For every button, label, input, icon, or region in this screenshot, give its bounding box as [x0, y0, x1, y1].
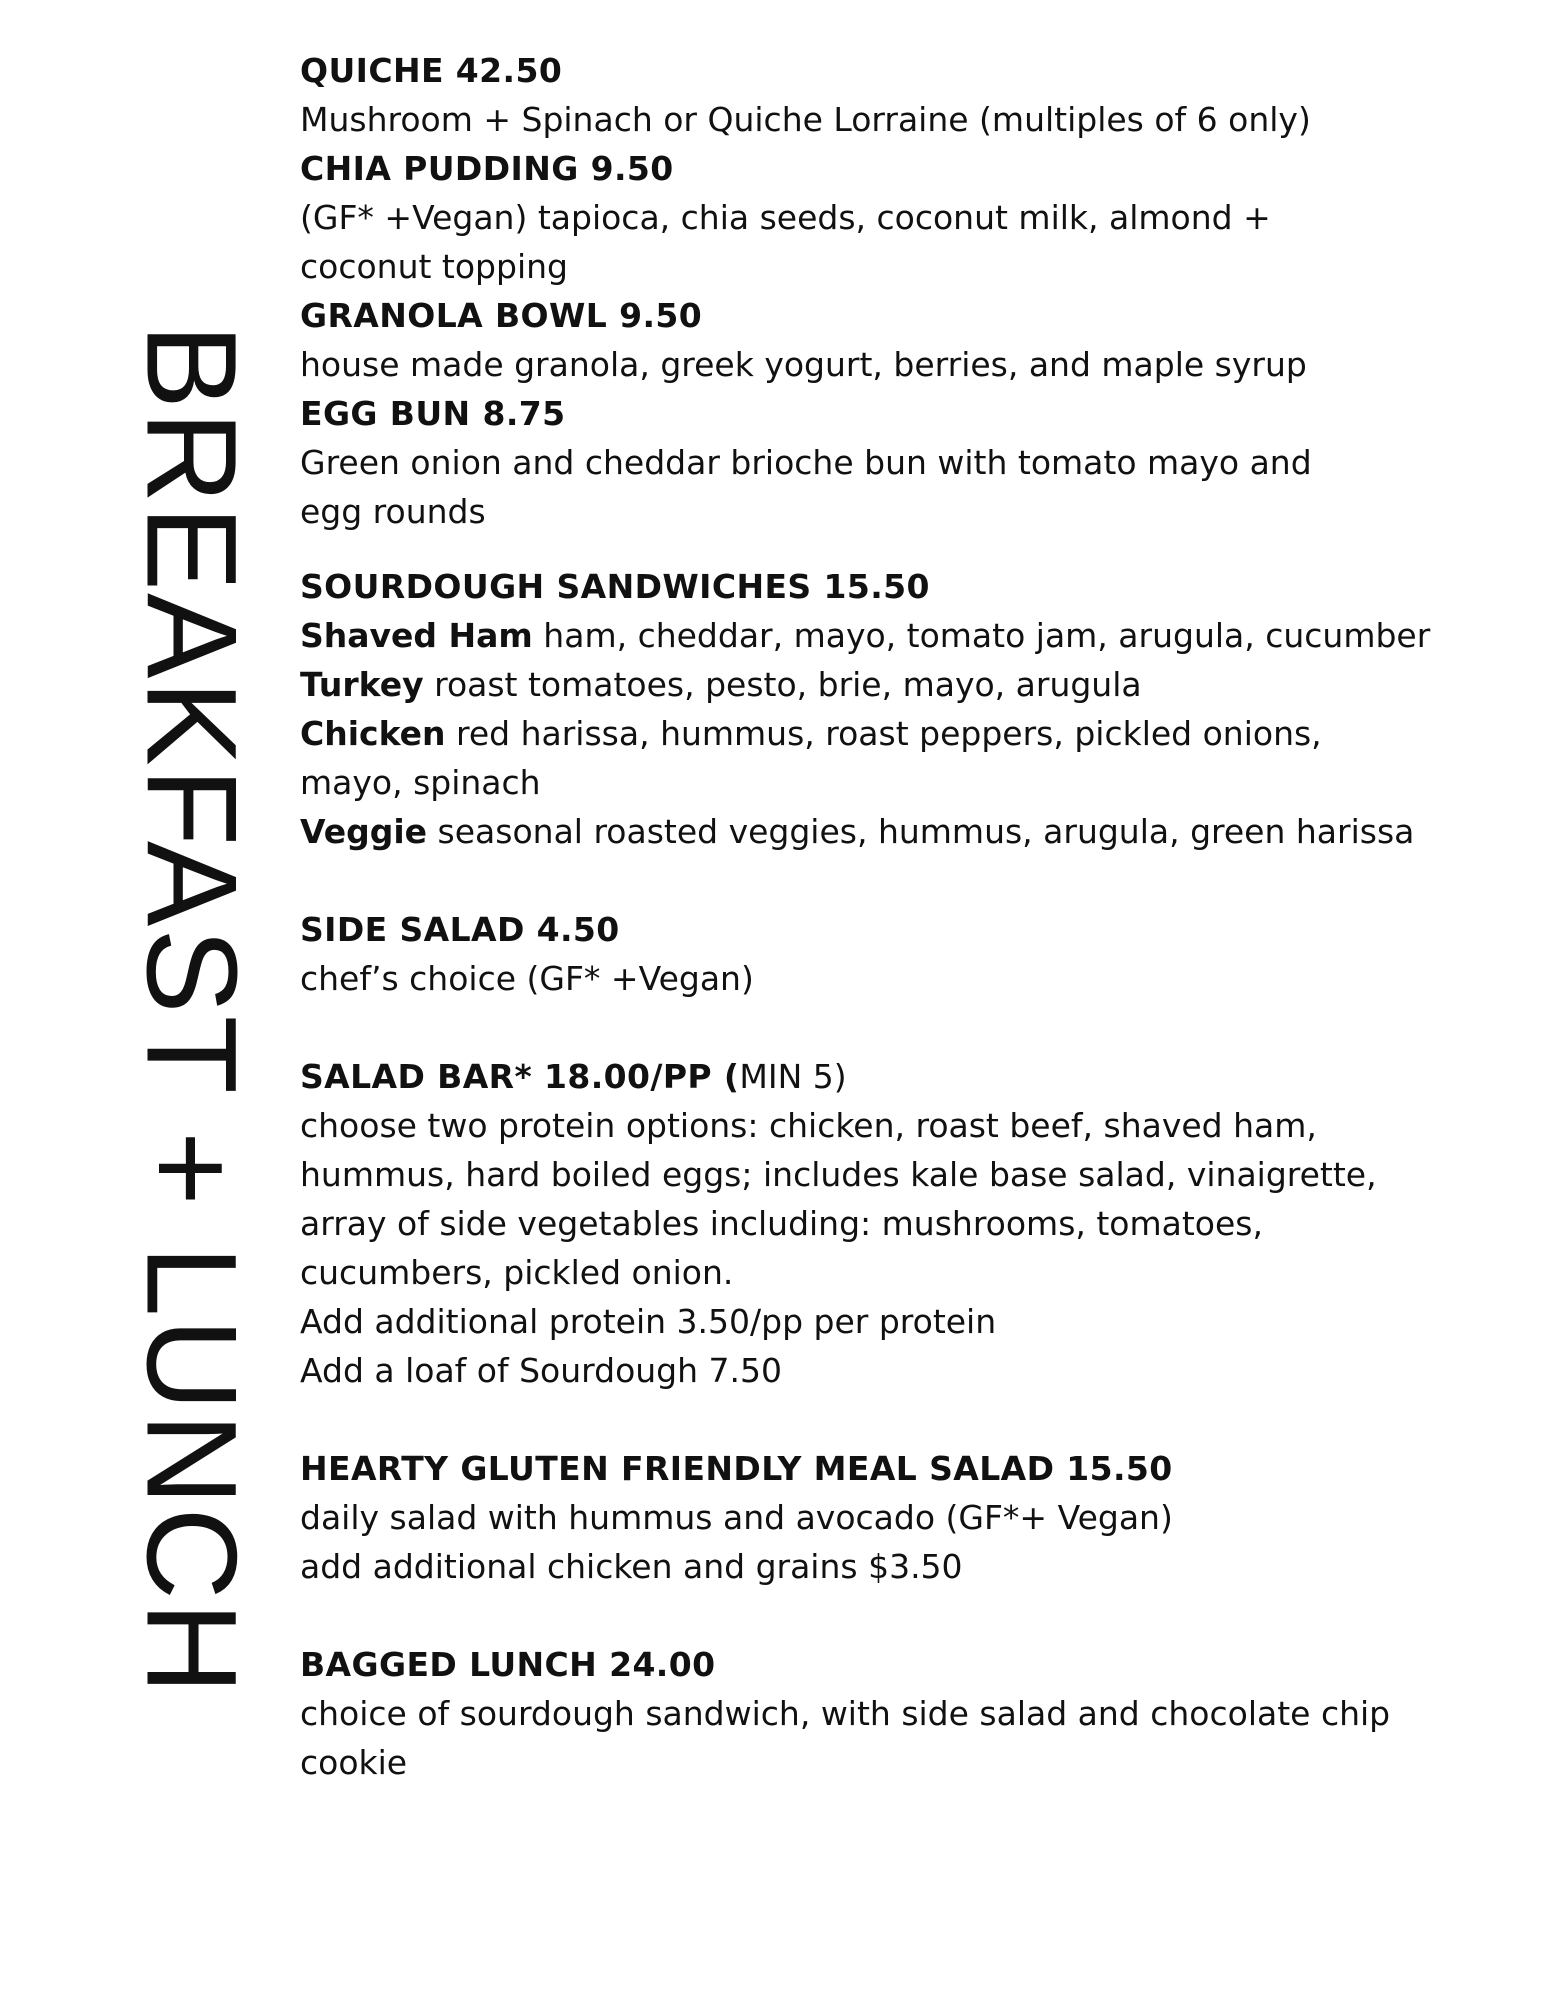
item-description: cucumbers, pickled onion. [300, 1253, 734, 1292]
item-description: Green onion and cheddar brioche bun with tomato mayo and [300, 443, 1312, 482]
section-heading [300, 1052, 1500, 1101]
item-description: choice of sourdough sandwich, with side salad and chocolate chip [300, 1694, 1391, 1733]
menu-item-chia-pudding [300, 144, 1500, 291]
menu-title-text: BREAKFAST + LUNCH [119, 323, 262, 1697]
menu-item-egg-bun [300, 389, 1500, 536]
item-description: Mushroom + Spinach or Quiche Lorraine (multiples of 6 only) [300, 100, 1311, 139]
sandwich-desc: ham, cheddar, mayo, tomato jam, arugula, cucumber [532, 616, 1431, 655]
spacer [300, 856, 1500, 905]
item-heading: GRANOLA BOWL 9.50 [300, 296, 703, 335]
section-heading: HEARTY GLUTEN FRIENDLY MEAL SALAD 15.50 [300, 1449, 1173, 1488]
sandwich-desc: mayo, spinach [300, 763, 541, 802]
spacer [300, 1591, 1500, 1640]
item-description: coconut topping [300, 247, 568, 286]
menu-section-side-salad [300, 905, 1500, 1003]
menu-item-granola-bowl [300, 291, 1500, 389]
sandwich-chicken-cont [300, 758, 1500, 807]
item-description: choose two protein options: chicken, roast beef, shaved ham, [300, 1106, 1317, 1145]
spacer [300, 1003, 1500, 1052]
sandwich-desc: roast tomatoes, pesto, brie, mayo, arugula [423, 665, 1142, 704]
sandwich-name: Turkey [300, 665, 424, 704]
sandwich-name: Chicken [300, 714, 446, 753]
item-description: house made granola, greek yogurt, berries, and maple syrup [300, 345, 1307, 384]
item-description: (GF* +Vegan) tapioca, chia seeds, coconut milk, almond + [300, 198, 1271, 237]
item-heading: QUICHE 42.50 [300, 51, 563, 90]
item-description: array of side vegetables including: mushrooms, tomatoes, [300, 1204, 1263, 1243]
sandwich-ham [300, 611, 1500, 660]
menu-content [300, 46, 1500, 1787]
heading-bold: SALAD BAR* 18.00/PP ( [300, 1057, 740, 1096]
menu-section-meal-salad [300, 1444, 1500, 1591]
menu-item-quiche [300, 46, 1500, 144]
sandwich-chicken [300, 709, 1500, 758]
item-heading: EGG BUN 8.75 [300, 394, 566, 433]
item-description: hummus, hard boiled eggs; includes kale base salad, vinaigrette, [300, 1155, 1377, 1194]
spacer [300, 536, 1500, 562]
item-description: Add additional protein 3.50/pp per protein [300, 1302, 997, 1341]
menu-side-title [110, 170, 270, 1850]
item-description: add additional chicken and grains $3.50 [300, 1547, 963, 1586]
menu-section-salad-bar [300, 1052, 1500, 1395]
section-heading: BAGGED LUNCH 24.00 [300, 1645, 716, 1684]
sandwich-desc: red harissa, hummus, roast peppers, pickled onions, [445, 714, 1322, 753]
menu-section-sandwiches [300, 562, 1500, 856]
sandwich-veggie [300, 807, 1500, 856]
section-heading: SIDE SALAD 4.50 [300, 910, 620, 949]
item-description: egg rounds [300, 492, 486, 531]
item-heading: CHIA PUDDING 9.50 [300, 149, 674, 188]
sandwich-turkey [300, 660, 1500, 709]
menu-section-bagged-lunch [300, 1640, 1500, 1787]
item-description: cookie [300, 1743, 408, 1782]
item-description: daily salad with hummus and avocado (GF*+ Vegan) [300, 1498, 1173, 1537]
item-description: Add a loaf of Sourdough 7.50 [300, 1351, 782, 1390]
heading-plain: MIN 5) [739, 1057, 847, 1096]
sandwich-name: Shaved Ham [300, 616, 533, 655]
item-description: chef’s choice (GF* +Vegan) [300, 959, 754, 998]
section-heading: SOURDOUGH SANDWICHES 15.50 [300, 567, 930, 606]
spacer [300, 1395, 1500, 1444]
sandwich-desc: seasonal roasted veggies, hummus, arugula, green harissa [427, 812, 1415, 851]
sandwich-name: Veggie [300, 812, 428, 851]
